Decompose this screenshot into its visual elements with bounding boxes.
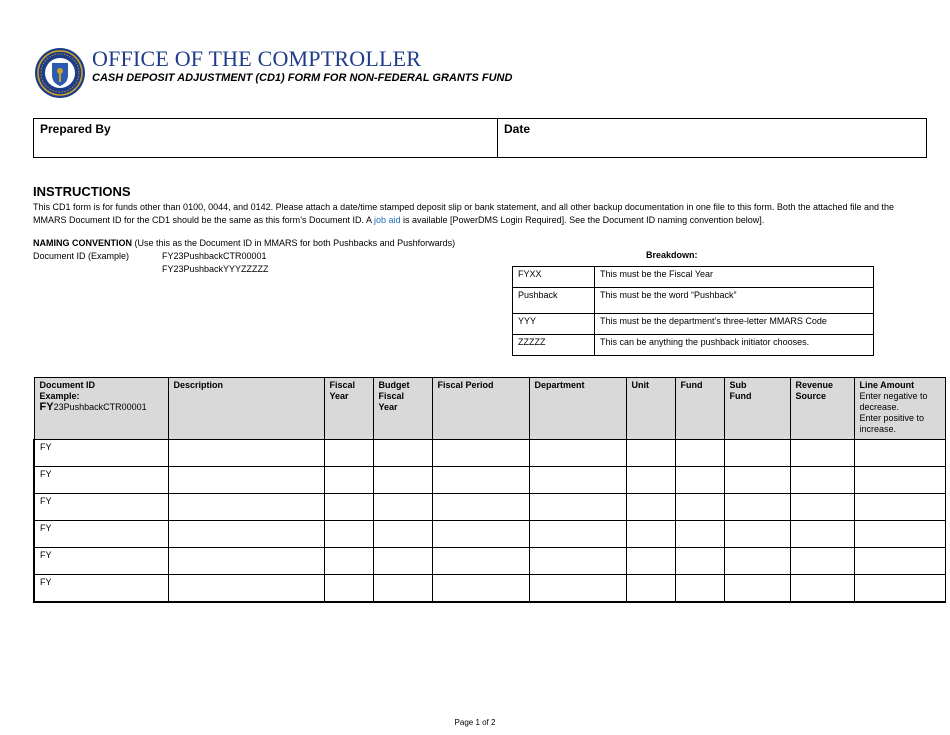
form-title: CASH DEPOSIT ADJUSTMENT (CD1) FORM FOR NON-FEDERAL GRANTS FUND xyxy=(92,72,513,84)
cell-budget-fiscal-year[interactable] xyxy=(373,575,432,602)
instructions-heading: INSTRUCTIONS xyxy=(33,184,131,199)
cell-unit[interactable] xyxy=(626,494,675,521)
cell-line-amount[interactable] xyxy=(854,521,945,548)
cell-description[interactable] xyxy=(168,467,324,494)
cell-line-amount[interactable] xyxy=(854,467,945,494)
prepared-by-box xyxy=(33,118,927,158)
cell-sub-fund[interactable] xyxy=(724,548,790,575)
instructions-text-part1: This CD1 form is for funds other than 0100, 0044, and 0142. Please attach a date/time stamped deposit slip or bank statement, and all other backup documentation in one file to this form. Both the attached file and the MMARS Document ID for the CD1 should be the same as this form’s Document ID. A xyxy=(33,202,895,225)
breakdown-title: Breakdown: xyxy=(646,250,698,260)
cell-fiscal-period[interactable] xyxy=(432,521,529,548)
cell-fund[interactable] xyxy=(675,494,724,521)
instructions-text-part2: is available [PowerDMS Login Required]. See the Document ID naming convention below]. xyxy=(400,215,765,225)
cell-fiscal-year[interactable] xyxy=(324,548,373,575)
breakdown-table xyxy=(512,266,874,356)
cell-department[interactable] xyxy=(529,548,626,575)
col-fund: Fund xyxy=(675,378,724,440)
cell-document-id[interactable]: FY xyxy=(34,467,168,494)
breakdown-key: ZZZZZ xyxy=(513,335,595,356)
cell-description[interactable] xyxy=(168,521,324,548)
breakdown-value: This can be anything the pushback initiator chooses. xyxy=(595,335,874,356)
page-number: Page 1 of 2 xyxy=(454,718,496,727)
cell-budget-fiscal-year[interactable] xyxy=(373,494,432,521)
col-revenue-source: Revenue Source xyxy=(790,378,854,440)
breakdown-row xyxy=(513,335,874,356)
table-body xyxy=(34,440,945,602)
cell-revenue-source[interactable] xyxy=(790,494,854,521)
cell-line-amount[interactable] xyxy=(854,575,945,602)
cell-fiscal-period[interactable] xyxy=(432,575,529,602)
cell-document-id[interactable]: FY xyxy=(34,521,168,548)
cell-department[interactable] xyxy=(529,467,626,494)
breakdown-value: This must be the department’s three-letter MMARS Code xyxy=(595,314,874,335)
breakdown-row xyxy=(513,288,874,314)
cell-fiscal-year[interactable] xyxy=(324,494,373,521)
cell-budget-fiscal-year[interactable] xyxy=(373,548,432,575)
col-fiscal-period: Fiscal Period xyxy=(432,378,529,440)
cell-fiscal-period[interactable] xyxy=(432,440,529,467)
cell-fiscal-period[interactable] xyxy=(432,548,529,575)
cell-description[interactable] xyxy=(168,440,324,467)
document-id-example-2: FY23PushbackYYYZZZZZ xyxy=(162,264,269,274)
state-seal-icon xyxy=(34,47,86,99)
cell-fund[interactable] xyxy=(675,521,724,548)
cell-unit[interactable] xyxy=(626,575,675,602)
cell-fiscal-year[interactable] xyxy=(324,467,373,494)
cell-department[interactable] xyxy=(529,494,626,521)
naming-convention xyxy=(33,238,455,248)
table-row xyxy=(34,521,945,548)
cell-line-amount[interactable] xyxy=(854,440,945,467)
date-field[interactable] xyxy=(498,119,926,157)
col-budget-fiscal-year: Budget Fiscal Year xyxy=(373,378,432,440)
col-department: Department xyxy=(529,378,626,440)
cell-budget-fiscal-year[interactable] xyxy=(373,521,432,548)
cell-revenue-source[interactable] xyxy=(790,575,854,602)
col-description: Description xyxy=(168,378,324,440)
breakdown-row xyxy=(513,267,874,288)
cell-unit[interactable] xyxy=(626,467,675,494)
cell-revenue-source[interactable] xyxy=(790,440,854,467)
cell-description[interactable] xyxy=(168,494,324,521)
col-sub-fund: Sub Fund xyxy=(724,378,790,440)
prepared-by-label: Prepared By xyxy=(40,122,111,136)
breakdown-value: This must be the word “Pushback” xyxy=(595,288,874,314)
cell-line-amount[interactable] xyxy=(854,494,945,521)
cell-fund[interactable] xyxy=(675,440,724,467)
cell-document-id[interactable]: FY xyxy=(34,440,168,467)
cell-fiscal-period[interactable] xyxy=(432,467,529,494)
cell-department[interactable] xyxy=(529,521,626,548)
cell-description[interactable] xyxy=(168,575,324,602)
cell-document-id[interactable]: FY xyxy=(34,575,168,602)
cell-revenue-source[interactable] xyxy=(790,467,854,494)
table-header-row xyxy=(34,378,945,440)
cell-revenue-source[interactable] xyxy=(790,521,854,548)
cell-unit[interactable] xyxy=(626,521,675,548)
table-row xyxy=(34,548,945,575)
col-fiscal-year: Fiscal Year xyxy=(324,378,373,440)
col-document-id-title: Document ID xyxy=(39,380,96,390)
breakdown-key: YYY xyxy=(513,314,595,335)
cell-fund[interactable] xyxy=(675,575,724,602)
cell-fiscal-period[interactable] xyxy=(432,494,529,521)
cell-budget-fiscal-year[interactable] xyxy=(373,467,432,494)
col-document-id-example-label: Example: xyxy=(39,391,80,401)
cell-line-amount[interactable] xyxy=(854,548,945,575)
table-row xyxy=(34,575,945,602)
cell-fiscal-year[interactable] xyxy=(324,440,373,467)
cell-fiscal-year[interactable] xyxy=(324,521,373,548)
cell-unit[interactable] xyxy=(626,440,675,467)
cell-fiscal-year[interactable] xyxy=(324,575,373,602)
col-unit: Unit xyxy=(626,378,675,440)
cell-description[interactable] xyxy=(168,548,324,575)
naming-convention-label: NAMING CONVENTION xyxy=(33,238,132,248)
breakdown-row xyxy=(513,314,874,335)
cell-unit[interactable] xyxy=(626,548,675,575)
col-document-id xyxy=(34,378,168,440)
table-row xyxy=(34,440,945,467)
cell-sub-fund[interactable] xyxy=(724,575,790,602)
prepared-by-field[interactable] xyxy=(34,119,498,157)
cell-department[interactable] xyxy=(529,440,626,467)
col-line-amount: Line Amount Enter negative to decrease. Enter positive to increase. xyxy=(854,378,945,440)
breakdown-value: This must be the Fiscal Year xyxy=(595,267,874,288)
document-id-example-1: FY23PushbackCTR00001 xyxy=(162,251,267,261)
cell-document-id[interactable]: FY xyxy=(34,494,168,521)
col-document-id-example-prefix: FY xyxy=(39,401,54,413)
instructions-text xyxy=(33,201,918,227)
cell-sub-fund[interactable] xyxy=(724,440,790,467)
cell-fund[interactable] xyxy=(675,548,724,575)
job-aid-link[interactable]: job aid xyxy=(373,215,401,225)
document-id-example-label: Document ID (Example) xyxy=(33,251,130,261)
naming-convention-note: (Use this as the Document ID in MMARS for both Pushbacks and Pushforwards) xyxy=(132,238,456,248)
cell-sub-fund[interactable] xyxy=(724,467,790,494)
office-title: OFFICE OF THE COMPTROLLER xyxy=(92,46,422,71)
cell-budget-fiscal-year[interactable] xyxy=(373,440,432,467)
cell-document-id[interactable]: FY xyxy=(34,548,168,575)
cell-sub-fund[interactable] xyxy=(724,494,790,521)
table-row xyxy=(34,494,945,521)
col-document-id-example-rest: 23PushbackCTR00001 xyxy=(53,402,147,412)
cell-fund[interactable] xyxy=(675,467,724,494)
breakdown-key: Pushback xyxy=(513,288,595,314)
adjustment-table xyxy=(33,377,946,603)
cell-sub-fund[interactable] xyxy=(724,521,790,548)
cell-revenue-source[interactable] xyxy=(790,548,854,575)
date-label: Date xyxy=(504,122,531,136)
breakdown-key: FYXX xyxy=(513,267,595,288)
cell-department[interactable] xyxy=(529,575,626,602)
table-row xyxy=(34,467,945,494)
